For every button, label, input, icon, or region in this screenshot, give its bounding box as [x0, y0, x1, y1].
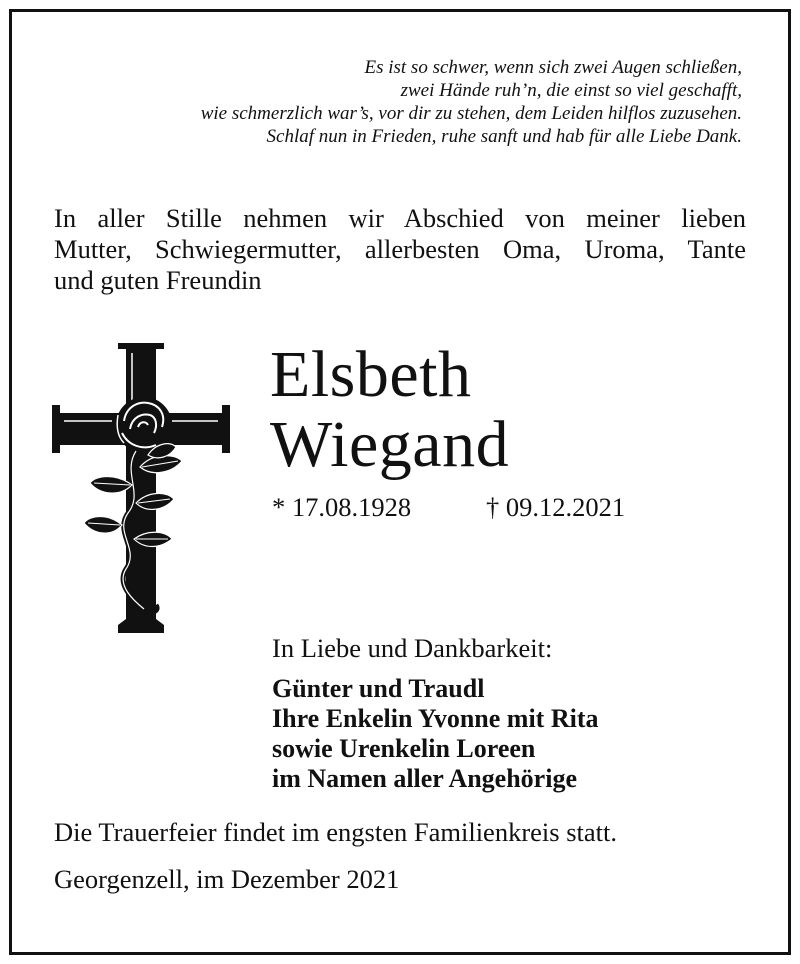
place-date: Georgenzell, im Dezember 2021 — [54, 864, 400, 894]
deceased-last-name: Wiegand — [270, 408, 510, 481]
poem-line: Schlaf nun in Frieden, ruhe sanft und hab für alle Liebe Dank. — [266, 126, 742, 147]
mourner-name: Günter und Traudl — [272, 674, 485, 703]
farewell-text — [54, 203, 746, 296]
death-date: † 09.12.2021 — [486, 492, 626, 522]
farewell-line: In aller Stille nehmen wir Abschied von meiner lieben — [54, 203, 746, 233]
farewell-line: Mutter, Schwiegermutter, allerbesten Oma, Uroma, Tante — [54, 234, 746, 264]
poem-line: Es ist so schwer, wenn sich zwei Augen schließen, — [364, 57, 742, 78]
funeral-note: Die Trauerfeier findet im engsten Familienkreis statt. — [54, 817, 617, 847]
mourner-name: sowie Urenkelin Loreen — [272, 734, 536, 763]
mourner-name: im Namen aller Angehörige — [272, 764, 577, 793]
farewell-line: und guten Freundin — [54, 265, 262, 295]
mourners-heading: In Liebe und Dankbarkeit: — [272, 633, 553, 663]
birth-date: * 17.08.1928 — [272, 492, 412, 522]
poem-line: zwei Hände ruh’n, die einst so viel geschafft, — [400, 80, 742, 101]
mourner-name: Ihre Enkelin Yvonne mit Rita — [272, 704, 599, 733]
poem-line: wie schmerzlich war’s, vor dir zu stehen, dem Leiden hilflos zuzusehen. — [200, 103, 742, 124]
mourners-list — [272, 674, 599, 794]
memorial-poem — [42, 56, 742, 148]
cross-with-rose-icon — [52, 343, 230, 635]
deceased-first-name: Elsbeth — [270, 338, 472, 411]
